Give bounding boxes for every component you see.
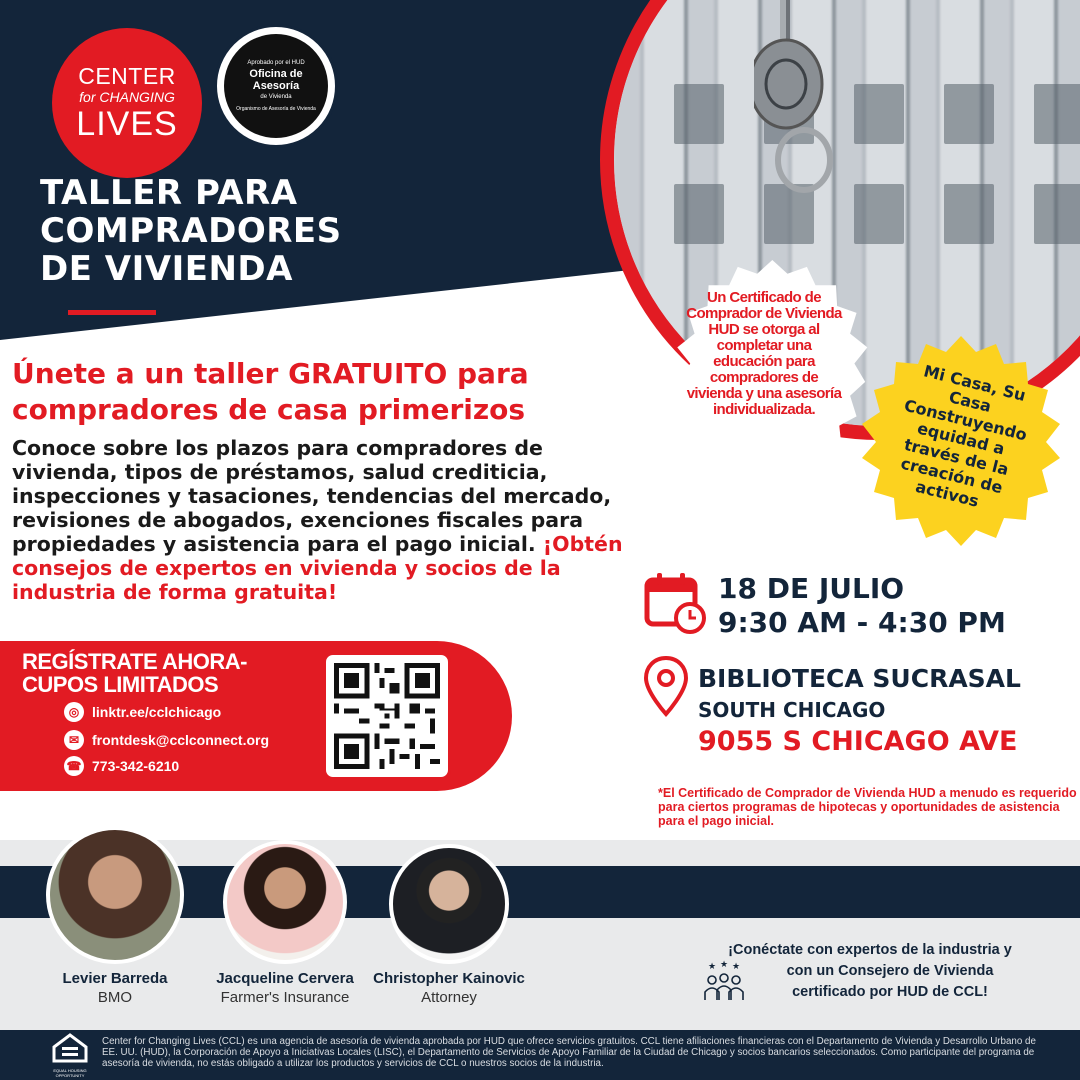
- event-venue: BIBLIOTECA SUCRASAL: [698, 664, 1021, 693]
- qr-code[interactable]: [323, 652, 451, 780]
- speaker-card: Jacqueline Cervera Farmer's Insurance: [200, 840, 370, 1006]
- certificate-footnote: *El Certificado de Comprador de Vivienda HUD a menudo es requerido para ciertos programas de hipotecas y oportunidades de asistencia para el pago inicial.: [658, 786, 1077, 828]
- speaker-card: Christopher Kainovic Attorney: [366, 844, 532, 1006]
- svg-text:★: ★: [720, 960, 729, 969]
- footer-disclaimer: Center for Changing Lives (CCL) es una agencia de asesoría de vivienda aprobada por HUD que ofrece servicios gratuitos. CCL tiene afiliaciones financieras con el Departamento de Vivienda y Desarrollo Urbano de EE. UU. (HUD), la Corporación de Apoyo a Iniciativas Locales (LISC), el Departamento de Servicios de Apoyo Familiar de la Ciudad de Chicago y socios bancarios seleccionados. Como participante del programa de asesoría de vivienda, no estás obligado a utilizar los productos y servicios de CCL o nuestros socios de la industria.: [102, 1036, 1036, 1069]
- hud-approved-seal: Aprobado por el HUD Oficina de Asesoría de Vivienda Organismo de Asesoría de Vivienda: [214, 24, 338, 148]
- svg-text:★: ★: [732, 961, 741, 971]
- description-highlight: ¡Obtén consejos de expertos en vivienda y socios de la industria de forma gratuita!: [12, 532, 623, 604]
- headline: Únete a un taller GRATUITO para compradores de casa primerizos: [12, 357, 529, 426]
- description: Conoce sobre los plazos para compradores de vivienda, tipos de préstamos, salud crediticia, inspecciones y tasaciones, tendencias del mercado, revisiones de abogados, exenciones fiscales para propiedades y asistencia para el pago inicial. ¡Obtén consejos de expertos en vivienda y socios de la industria de forma gratuita!: [12, 436, 623, 604]
- connect-message: ¡Conéctate con expertos de la industria y con un Consejero de Vivienda certificado por HUD de CCL!: [728, 942, 1012, 1000]
- speaker-photo: [46, 826, 184, 964]
- event-address: 9055 S CHICAGO AVE: [698, 726, 1018, 757]
- mi-casa-badge: Mi Casa, Su Casa Construyendo equidad a través de la creación de activos: [856, 336, 1066, 566]
- event-date: 18 DE JULIO: [718, 572, 905, 605]
- people-stars-icon: [702, 960, 746, 1002]
- website-link[interactable]: ◎ linktr.ee/cclchicago: [64, 702, 221, 722]
- speaker-card: Levier Barreda BMO: [40, 826, 190, 1006]
- phone-icon: ☎: [64, 756, 84, 776]
- mail-icon: ✉: [64, 730, 84, 750]
- svg-text:★: ★: [708, 961, 717, 971]
- key-icon: [754, 0, 864, 194]
- location-pin-icon: [644, 656, 688, 718]
- event-area: SOUTH CHICAGO: [698, 698, 886, 722]
- ccl-logo: CENTER for CHANGING LIVES: [52, 28, 202, 178]
- event-time: 9:30 AM - 4:30 PM: [718, 606, 1006, 639]
- certificate-badge: Un Certificado de Comprador de Vivienda HUD se otorga al completar una educación para compradores de vivienda y una asesoría individualizada.: [660, 260, 868, 490]
- register-title: REGÍSTRATE AHORA- CUPOS LIMITADOS: [22, 649, 247, 697]
- calendar-clock-icon: [644, 570, 706, 634]
- page-title: TALLER PARA COMPRADORES DE VIVIENDA: [40, 173, 342, 289]
- title-underline: [68, 310, 156, 315]
- phone-link[interactable]: ☎ 773-342-6210: [64, 756, 179, 776]
- speaker-photo: [223, 840, 347, 964]
- email-link[interactable]: ✉ frontdesk@cclconnect.org: [64, 730, 269, 750]
- globe-icon: ◎: [64, 702, 84, 722]
- equal-housing-icon: EQUAL HOUSING OPPORTUNITY: [44, 1033, 96, 1077]
- speaker-photo: [389, 844, 509, 964]
